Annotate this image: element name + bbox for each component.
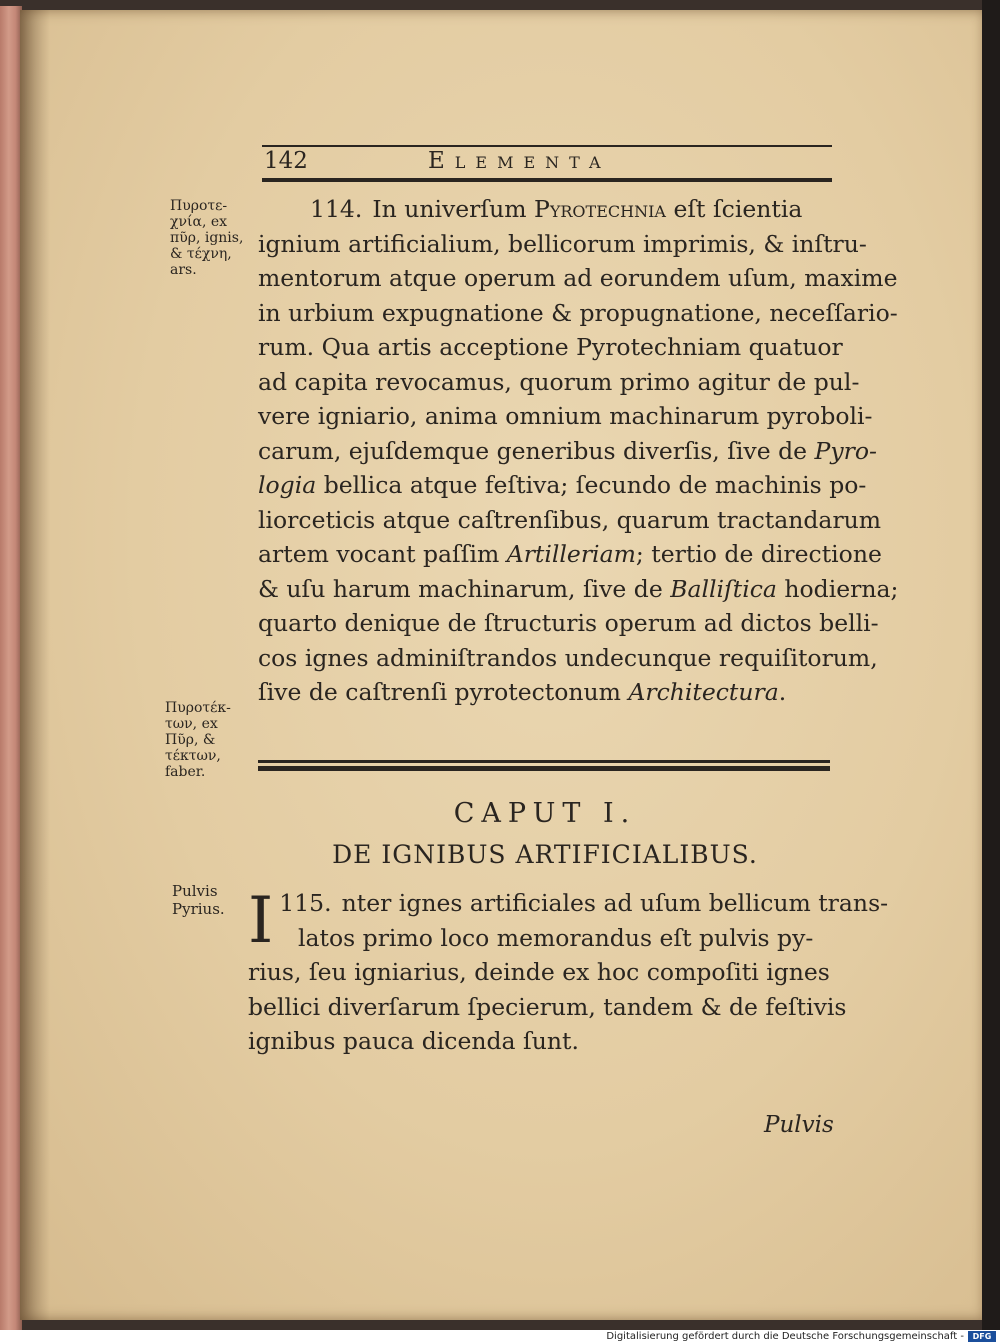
paragraph-number: 115. bbox=[279, 889, 332, 917]
text-run: carum, ejuſdemque generibus diverſis, ſive de bbox=[258, 436, 815, 465]
section-divider bbox=[258, 760, 830, 774]
text-line bbox=[258, 606, 879, 641]
catchword: Pulvis bbox=[764, 1112, 834, 1138]
text-run: ſive de caſtrenſi pyrotectonum bbox=[258, 678, 629, 706]
scan-right-edge bbox=[982, 0, 1000, 1330]
italic-term: Pyro- bbox=[814, 436, 877, 465]
text-run: rum. Qua artis acceptione Pyrotechniam quatuor bbox=[258, 333, 843, 361]
text-run: bellica atque feſtiva; ſecundo de machinis po- bbox=[316, 471, 867, 499]
divider-thin-line bbox=[258, 760, 830, 763]
margin-note-pyrotechnia bbox=[170, 198, 260, 278]
book-edge bbox=[0, 6, 22, 1331]
paragraph-number: 114. bbox=[310, 195, 363, 223]
text-run: ad capita revocamus, quorum primo agitur de pul- bbox=[258, 367, 860, 396]
dfg-logo-icon: DFG bbox=[968, 1331, 996, 1342]
text-line: latos primo loco memorandus eſt pulvis py- bbox=[298, 923, 814, 952]
text-line bbox=[258, 675, 843, 710]
header-rule-bottom bbox=[262, 178, 832, 182]
margin-note-line: & τέχνη, bbox=[170, 246, 232, 262]
margin-note-line: Πυροτε- bbox=[170, 198, 228, 214]
text-line bbox=[258, 468, 867, 503]
text-run: cos ignes adminiſtrandos undecunque requiſitorum, bbox=[258, 643, 878, 672]
text-line bbox=[258, 227, 867, 262]
paragraph-114 bbox=[258, 192, 899, 710]
text-run: & uſu harum machinarum, ſive de bbox=[258, 574, 671, 603]
divider-thick-line bbox=[258, 766, 830, 771]
margin-note-line: Pyrius. bbox=[172, 900, 225, 918]
margin-note-line: Pulvis bbox=[172, 882, 218, 900]
spine-shadow bbox=[20, 10, 50, 1320]
text-line: ignibus pauca dicenda ſunt. bbox=[248, 1027, 579, 1055]
text-run: eſt ſcientia bbox=[665, 195, 803, 223]
text-line bbox=[258, 192, 843, 227]
margin-note-line: πῦρ, ignis, bbox=[170, 230, 244, 246]
italic-term: Artilleriam bbox=[506, 540, 636, 568]
italic-term: logia bbox=[258, 471, 317, 499]
italic-term: Balliſtica bbox=[670, 574, 777, 603]
running-head: Elementa bbox=[428, 148, 611, 174]
text-line: rius, ſeu igniarius, deinde ex hoc compoſiti ignes bbox=[248, 958, 830, 986]
margin-note-line: των, ex bbox=[165, 716, 218, 732]
margin-note-line: τέκτων, bbox=[165, 748, 221, 764]
text-line: nter ignes artificiales ad uſum bellicum trans- bbox=[341, 889, 889, 917]
text-line bbox=[258, 399, 873, 434]
paragraph-115 bbox=[248, 884, 889, 1059]
text-line bbox=[258, 572, 899, 607]
margin-note-line: Πυροτέκ- bbox=[165, 700, 231, 716]
text-line bbox=[258, 296, 898, 331]
italic-term: Architectura bbox=[628, 678, 779, 706]
text-line bbox=[258, 434, 877, 469]
text-run: quarto denique de ſtructuris operum ad dictos belli- bbox=[258, 609, 879, 637]
drop-cap: I bbox=[248, 884, 274, 958]
text-run: artem vocant paſſim bbox=[258, 540, 507, 568]
page-number: 142 bbox=[264, 148, 308, 174]
text-line bbox=[258, 261, 898, 296]
text-run: ; tertio de directione bbox=[635, 540, 882, 568]
margin-note-line: faber. bbox=[165, 764, 206, 780]
margin-note-line: Πῦρ, & bbox=[165, 732, 216, 748]
margin-note-pulvis-pyrius bbox=[172, 882, 242, 918]
header-rule-top bbox=[262, 145, 832, 147]
text-run: in urbium expugnatione & propugnatione, neceſſario- bbox=[258, 298, 898, 327]
chapter-title: CAPUT I. bbox=[453, 798, 637, 829]
footer-credit: Digitalisierung gefördert durch die Deutsche Forschungsgemeinschaft - bbox=[606, 1331, 964, 1342]
text-run: In univerſum bbox=[372, 195, 535, 223]
chapter-subtitle: DE IGNIBUS ARTIFICIALIBUS. bbox=[332, 840, 758, 869]
small-caps-term: Pyrotechnia bbox=[534, 195, 666, 223]
margin-note-line: ars. bbox=[170, 262, 197, 278]
text-line: bellici diverſarum ſpecierum, tandem & de feſtivis bbox=[248, 992, 847, 1021]
text-run: ignium artificialium, bellicorum imprimis, & inſtru- bbox=[258, 229, 867, 258]
text-run: . bbox=[778, 678, 787, 706]
text-run: vere igniario, anima omnium machinarum pyroboli- bbox=[258, 402, 873, 430]
text-line bbox=[258, 365, 860, 400]
text-line bbox=[258, 503, 882, 538]
margin-note-line: χνία, ex bbox=[170, 214, 228, 230]
margin-note-pyrotecton bbox=[165, 700, 255, 780]
text-run: liorceticis atque caſtrenſibus, quarum tractandarum bbox=[258, 505, 882, 534]
text-line bbox=[258, 330, 843, 365]
text-line bbox=[258, 537, 882, 572]
text-run: hodierna; bbox=[776, 574, 899, 603]
text-run: mentorum atque operum ad eorundem uſum, maxime bbox=[258, 264, 898, 292]
text-line bbox=[258, 641, 878, 676]
